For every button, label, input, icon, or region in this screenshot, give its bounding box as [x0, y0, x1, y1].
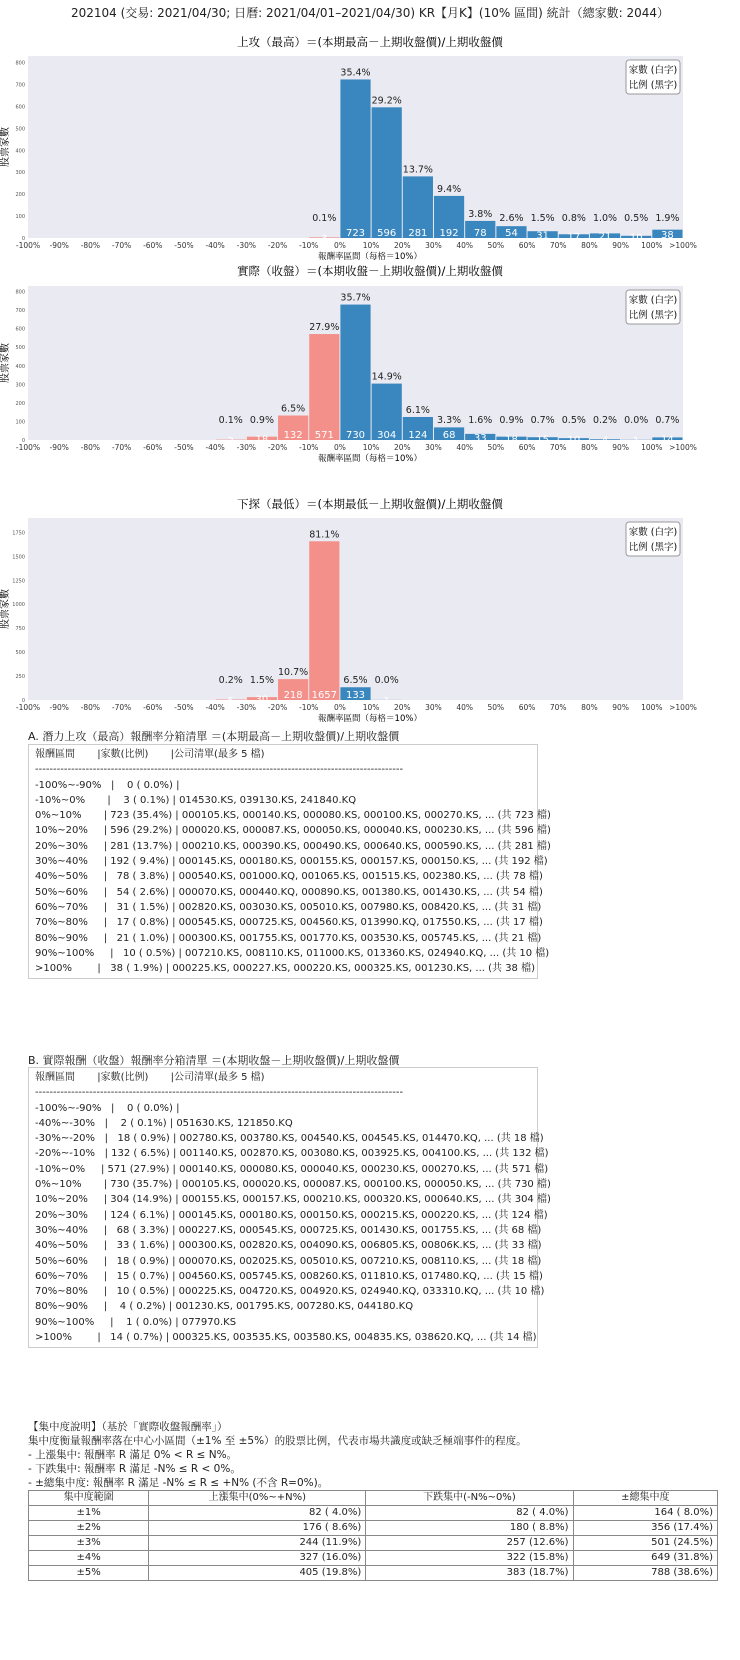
bar-pct-label: 1.5%: [249, 675, 274, 686]
x-tick-label: -30%: [236, 443, 257, 452]
concentration-section: [28, 1420, 718, 1581]
bar-pct-label: 10.7%: [278, 667, 309, 679]
histogram-charts: [0, 0, 740, 725]
bar-pct-label: 0.5%: [561, 415, 586, 426]
legend-item: 家數 (白字): [628, 295, 678, 306]
x-tick-label: 90%: [612, 703, 629, 712]
list-line: >100% | 38 ( 1.9%) | 000225.KS, 000227.KS, 000220.KS, 000325.KS, 001230.KS, ... (共 38 檔): [35, 963, 535, 975]
y-tick-label: 700: [15, 82, 25, 89]
list-line: -40%~-30% | 2 ( 0.1%) | 051630.KS, 121850.KQ: [35, 1117, 293, 1129]
table-cell: 244 (11.9%): [149, 1536, 366, 1551]
y-tick-label: 0: [21, 236, 25, 242]
list-line: 80%~90% | 21 ( 1.0%) | 000300.KS, 001755.KS, 001770.KS, 003530.KS, 005745.KS, ... (共 21 檔): [35, 932, 542, 944]
list-line: 20%~30% | 124 ( 6.1%) | 000145.KS, 000180.KS, 000150.KS, 000215.KS, 000220.KS, ... (共 124 檔): [35, 1209, 548, 1221]
y-tick-label: 500: [15, 345, 25, 352]
chart-title: 下探（最低）＝(本期最低－上期收盤價)/上期收盤價: [237, 497, 503, 511]
x-tick-label: >100%: [669, 241, 697, 250]
x-tick-label: -10%: [299, 443, 319, 452]
section-a-list: [28, 744, 551, 979]
table-row: [29, 1536, 718, 1551]
bar-pct-label: 14.9%: [371, 371, 402, 383]
x-tick-label: -90%: [49, 703, 69, 712]
y-tick-label: 500: [15, 650, 25, 657]
x-tick-label: 50%: [487, 241, 505, 250]
y-axis-label: 股票家數: [0, 343, 11, 383]
bar: [340, 79, 370, 238]
bar: [372, 107, 402, 238]
main-title: 202104 (交易: 2021/04/30; 日曆: 2021/04/01–2021/04/30) KR【月K】(10% 區間) 統計（總家數: 2044）: [70, 6, 669, 20]
bar-count-label: 1: [383, 695, 390, 707]
bar-count-label: 596: [377, 228, 397, 239]
bar-count-label: 3: [321, 233, 328, 245]
x-tick-label: -40%: [205, 443, 225, 452]
bar-count-label: 133: [345, 690, 366, 701]
bar-pct-label: 1.5%: [530, 213, 555, 224]
y-tick-label: 200: [15, 400, 25, 407]
legend-item: 家數 (白字): [628, 65, 678, 76]
bar-count-label: 38: [661, 229, 674, 241]
list-line: 30%~40% | 68 ( 3.3%) | 000227.KS, 000545.KS, 000725.KS, 001430.KS, 001755.KS, ... (共 68 檔): [35, 1224, 542, 1236]
y-tick-label: 400: [15, 363, 25, 370]
bar-count-label: 571: [314, 430, 334, 441]
list-line: ------------------------------------------------------------------------------------------------------: [35, 764, 404, 776]
table-cell: ±1%: [29, 1506, 149, 1521]
bar-count-label: 17: [567, 232, 581, 244]
bar-pct-label: 0.2%: [592, 415, 618, 426]
x-tick-label: -80%: [80, 443, 101, 452]
list-line: -100%~-90% | 0 ( 0.0%) |: [35, 779, 180, 791]
list-line: 10%~20% | 304 (14.9%) | 000155.KS, 000157.KS, 000210.KS, 000320.KS, 000640.KS, ... (共 304 檔): [35, 1194, 551, 1206]
bar-pct-label: 81.1%: [309, 529, 340, 541]
x-tick-label: -20%: [267, 443, 288, 452]
bar-pct-label: 0.8%: [561, 213, 586, 224]
x-tick-label: 0%: [333, 703, 346, 712]
bar-pct-label: 1.9%: [655, 213, 680, 224]
table-row: [29, 1521, 718, 1536]
chart-title: 上攻（最高）＝(本期最高－上期收盤價)/上期收盤價: [237, 35, 503, 49]
bar-count-label: 304: [377, 430, 397, 441]
y-tick-label: 600: [15, 104, 25, 111]
x-tick-label: -40%: [205, 241, 225, 250]
x-tick-label: -50%: [174, 443, 194, 452]
bar-pct-label: 2.6%: [499, 213, 524, 224]
x-tick-label: -20%: [267, 703, 288, 712]
y-tick-label: 400: [15, 148, 25, 155]
legend-item: 比例 (黑字): [628, 80, 678, 91]
legend: [626, 60, 680, 94]
table-cell: 180 ( 8.8%): [366, 1521, 573, 1536]
list-line: 10%~20% | 596 (29.2%) | 000020.KS, 000087.KS, 000050.KS, 000040.KS, 000230.KS, ... (共 596 檔): [35, 825, 551, 837]
concentration-note: - ±總集中度: 報酬率 R 滿足 -N% ≤ R ≤ +N% (不含 R=0%)。: [28, 1477, 329, 1489]
bar-pct-label: 0.1%: [218, 415, 243, 426]
bar-pct-label: 13.7%: [402, 164, 433, 176]
bar-pct-label: 3.8%: [468, 208, 493, 220]
x-tick-label: 10%: [362, 443, 380, 452]
x-tick-label: -60%: [143, 443, 163, 452]
x-tick-label: -10%: [299, 703, 319, 712]
bar-pct-label: 3.3%: [437, 415, 462, 426]
list-line: 50%~60% | 54 ( 2.6%) | 000070.KS, 000440.KQ, 000890.KS, 001380.KS, 001430.KS, ... (共 54 檔): [35, 886, 543, 898]
table-cell: 649 (31.8%): [573, 1551, 717, 1566]
x-tick-label: 0%: [333, 241, 346, 250]
x-tick-label: -70%: [111, 703, 132, 712]
bar-count-label: 730: [345, 430, 366, 441]
bar-pct-label: 35.4%: [340, 67, 371, 79]
bar-count-label: 1657: [311, 690, 338, 701]
section-b-list: [28, 1067, 551, 1348]
list-line: 報酬區間 |家數(比例) |公司清單(最多 5 檔): [35, 1072, 265, 1083]
y-tick-label: 100: [15, 214, 25, 221]
table-cell: 356 (17.4%): [573, 1521, 717, 1536]
bar-count-label: 10: [629, 232, 643, 244]
y-tick-label: 300: [15, 382, 25, 389]
section-a-title: A. 潛力上攻（最高）報酬率分箱清單 ＝(本期最高－上期收盤價)/上期收盤價: [28, 730, 400, 743]
x-tick-label: -100%: [15, 703, 41, 712]
bar-pct-label: 27.9%: [309, 322, 340, 334]
x-tick-label: -60%: [143, 703, 163, 712]
list-line: 60%~70% | 31 ( 1.5%) | 002820.KS, 003030.KS, 005010.KS, 007980.KS, 008420.KS, ... (共 31 檔): [35, 901, 542, 913]
table-cell: ±4%: [29, 1551, 149, 1566]
list-line: -10%~0% | 571 (27.9%) | 000140.KS, 000080.KS, 000040.KS, 000230.KS, 000270.KS, ... (共 571 檔): [35, 1163, 549, 1175]
concentration-note: - 下跌集中: 報酬率 R 滿足 -N% ≤ R < 0%。: [28, 1463, 241, 1475]
bar-pct-label: 0.9%: [499, 415, 524, 426]
x-tick-label: 80%: [581, 241, 598, 250]
table-cell: ±3%: [29, 1536, 149, 1551]
y-axis-label: 股票家數: [0, 127, 11, 167]
list-line: 40%~50% | 33 ( 1.6%) | 000300.KS, 002820.KS, 004090.KS, 006805.KS, 00806K.KS, ... (共 33 檔): [35, 1240, 542, 1252]
col-header: 上漲集中(0%~+N%): [149, 1491, 366, 1506]
bar: [309, 334, 339, 440]
list-line: 0%~10% | 730 (35.7%) | 000105.KS, 000020.KS, 000087.KS, 000100.KS, 000050.KS, ... (共 730 檔): [35, 1179, 551, 1191]
list-line: 90%~100% | 1 ( 0.0%) | 077970.KS: [35, 1316, 237, 1328]
x-tick-label: >100%: [669, 703, 697, 712]
bar-count-label: 281: [408, 228, 428, 239]
list-line: >100% | 14 ( 0.7%) | 000325.KS, 003535.KS, 003580.KS, 004835.KS, 038620.KQ, ... (共 14 檔): [35, 1332, 537, 1344]
x-tick-label: 20%: [393, 241, 411, 250]
x-tick-label: -100%: [15, 241, 41, 250]
concentration-desc: 集中度衡量報酬率落在中心小區間（±1% 至 ±5%）的股票比例，代表市場共識度或缺乏極端事件的程度。: [28, 1435, 527, 1447]
x-tick-label: 70%: [549, 703, 567, 712]
bar-count-label: 18: [255, 434, 269, 446]
table-cell: 257 (12.6%): [366, 1536, 573, 1551]
x-tick-label: -100%: [15, 443, 41, 452]
y-tick-label: 1750: [12, 530, 25, 537]
x-tick-label: -50%: [174, 241, 194, 250]
list-line: -20%~-10% | 132 ( 6.5%) | 001140.KS, 002870.KS, 003080.KS, 003925.KS, 004100.KS, ... (共 132 檔): [35, 1148, 549, 1160]
bar-pct-label: 35.7%: [340, 292, 371, 304]
table-row: [29, 1506, 718, 1521]
legend-item: 家數 (白字): [628, 527, 678, 538]
bar-pct-label: 6.1%: [405, 404, 430, 416]
legend: [626, 522, 680, 556]
x-tick-label: 30%: [425, 703, 442, 712]
col-header: 集中度範圍: [29, 1491, 149, 1506]
table-cell: 788 (38.6%): [573, 1566, 717, 1581]
x-tick-label: -70%: [111, 241, 132, 250]
bar-pct-label: 6.5%: [281, 403, 306, 415]
x-tick-label: 50%: [487, 443, 505, 452]
y-tick-label: 100: [15, 419, 25, 426]
x-tick-label: 90%: [612, 241, 629, 250]
list-line: 60%~70% | 15 ( 0.7%) | 004560.KS, 005745.KS, 008260.KS, 011810.KS, 017480.KQ, ... (共 15 檔): [35, 1270, 543, 1282]
x-tick-label: 70%: [549, 241, 567, 250]
bar-count-label: 78: [473, 228, 487, 239]
list-line: ------------------------------------------------------------------------------------------------------: [35, 1087, 404, 1099]
y-tick-label: 700: [15, 308, 25, 315]
bar: [309, 541, 339, 700]
table-cell: 164 ( 8.0%): [573, 1506, 717, 1521]
table-row: [29, 1551, 718, 1566]
x-tick-label: >100%: [669, 443, 697, 452]
x-tick-label: 100%: [641, 703, 663, 712]
bar-pct-label: 6.5%: [343, 675, 368, 686]
x-tick-label: 40%: [456, 703, 474, 712]
table-cell: 405 (19.8%): [149, 1566, 366, 1581]
y-tick-label: 750: [15, 626, 25, 633]
legend-item: 比例 (黑字): [628, 310, 678, 321]
chart-0: [0, 35, 697, 262]
section-b-title: B. 實際報酬（收盤）報酬率分箱清單 ＝(本期收盤－上期收盤價)/上期收盤價: [28, 1054, 400, 1067]
bar-pct-label: 29.2%: [371, 95, 402, 107]
chart-1: [0, 264, 697, 464]
x-tick-label: 40%: [456, 241, 474, 250]
x-tick-label: 60%: [518, 241, 536, 250]
x-tick-label: 80%: [581, 443, 598, 452]
bar-count-label: 4: [601, 435, 609, 447]
table-cell: 176 ( 8.6%): [149, 1521, 366, 1536]
x-tick-label: -90%: [49, 443, 69, 452]
x-tick-label: 40%: [456, 443, 474, 452]
bar-count-label: 18: [505, 434, 518, 446]
bar-pct-label: 0.5%: [624, 213, 649, 224]
bar-pct-label: 1.6%: [468, 415, 493, 426]
bar-pct-label: 9.4%: [437, 183, 462, 195]
bar-count-label: 10: [567, 435, 581, 447]
bar-pct-label: 0.0%: [374, 675, 399, 686]
chart-2: [0, 497, 697, 724]
x-tick-label: -80%: [80, 703, 101, 712]
y-tick-label: 1500: [12, 554, 25, 561]
table-cell: 82 ( 4.0%): [366, 1506, 573, 1521]
x-tick-label: 30%: [425, 241, 442, 250]
table-cell: 82 ( 4.0%): [149, 1506, 366, 1521]
x-tick-label: -90%: [49, 241, 69, 250]
x-tick-label: -40%: [205, 703, 225, 712]
y-tick-label: 800: [15, 289, 25, 296]
bar-count-label: 14: [661, 434, 674, 446]
x-tick-label: 30%: [425, 443, 442, 452]
y-tick-label: 300: [15, 170, 25, 177]
table-cell: ±5%: [29, 1566, 149, 1581]
x-axis-label: 報酬率區間（每格＝10%）: [318, 454, 422, 464]
y-tick-label: 250: [15, 674, 25, 681]
y-tick-label: 800: [15, 60, 25, 67]
chart-title: 實際（收盤）＝(本期收盤－上期收盤價)/上期收盤價: [237, 264, 503, 278]
concentration-note: - 上漲集中: 報酬率 R 滿足 0% < R ≤ N%。: [28, 1449, 238, 1461]
list-line: -30%~-20% | 18 ( 0.9%) | 002780.KS, 003780.KS, 004540.KS, 004545.KS, 014470.KQ, ... (共 18 檔): [35, 1133, 544, 1145]
x-tick-label: 100%: [641, 241, 663, 250]
x-tick-label: 80%: [581, 703, 598, 712]
table-cell: 501 (24.5%): [573, 1536, 717, 1551]
col-header: ±總集中度: [573, 1491, 717, 1506]
list-line: -10%~0% | 3 ( 0.1%) | 014530.KS, 039130.KS, 241840.KQ: [35, 794, 357, 806]
bar-pct-label: 0.2%: [218, 675, 243, 686]
bar-pct-label: 0.7%: [530, 415, 555, 426]
bar-count-label: 723: [345, 228, 366, 239]
bar-pct-label: 0.7%: [655, 415, 680, 426]
list-line: 70%~80% | 17 ( 0.8%) | 000545.KS, 000725.KS, 004560.KS, 013990.KQ, 017550.KS, ... (共 17 檔): [35, 917, 543, 929]
x-tick-label: -30%: [236, 241, 257, 250]
bar-pct-label: 1.0%: [592, 213, 618, 224]
bar-count-label: 68: [442, 430, 456, 441]
concentration-title: 【集中度說明】（基於「實際收盤報酬率」）: [28, 1421, 228, 1433]
x-tick-label: 90%: [612, 443, 629, 452]
table-row: [29, 1566, 718, 1581]
list-line: 40%~50% | 78 ( 3.8%) | 000540.KS, 001000.KQ, 001065.KS, 001515.KS, 002380.KS, ... (共 78 檔): [35, 871, 543, 883]
y-tick-label: 200: [15, 192, 25, 199]
x-tick-label: 20%: [393, 443, 411, 452]
bar-count-label: 5: [227, 695, 234, 707]
bar-count-label: 218: [283, 690, 303, 701]
y-tick-label: 600: [15, 326, 25, 333]
list-line: 報酬區間 |家數(比例) |公司清單(最多 5 檔): [35, 749, 265, 760]
x-tick-label: 10%: [362, 703, 380, 712]
plot-area: [28, 518, 683, 700]
x-tick-label: 20%: [393, 703, 411, 712]
bar-count-label: 1: [633, 435, 640, 447]
x-axis-label: 報酬率區間（每格＝10%）: [318, 252, 422, 262]
x-tick-label: -80%: [80, 241, 101, 250]
list-line: 50%~60% | 18 ( 0.9%) | 000070.KS, 002025.KS, 005010.KS, 007210.KS, 008110.KS, ... (共 18 檔): [35, 1255, 542, 1267]
x-tick-label: 60%: [518, 443, 536, 452]
table-cell: 322 (15.8%): [366, 1551, 573, 1566]
bar-count-label: 192: [439, 228, 459, 239]
y-tick-label: 1250: [12, 578, 25, 585]
x-tick-label: 50%: [487, 703, 505, 712]
x-tick-label: 10%: [362, 241, 380, 250]
list-line: 20%~30% | 281 (13.7%) | 000210.KS, 000390.KS, 000490.KS, 000640.KS, 000590.KS, ... (共 281 檔): [35, 840, 551, 852]
bar-count-label: 21: [598, 231, 612, 243]
x-tick-label: -20%: [267, 241, 288, 250]
legend-item: 比例 (黑字): [628, 542, 678, 553]
y-tick-label: 1000: [12, 602, 25, 609]
x-tick-label: -50%: [174, 703, 194, 712]
table-cell: ±2%: [29, 1521, 149, 1536]
x-tick-label: 100%: [641, 443, 663, 452]
bar-count-label: 31: [536, 230, 550, 242]
list-line: -100%~-90% | 0 ( 0.0%) |: [35, 1102, 180, 1114]
x-tick-label: 70%: [549, 443, 567, 452]
list-line: 70%~80% | 10 ( 0.5%) | 000225.KS, 004720.KS, 004920.KS, 024940.KQ, 033310.KQ, ... (共 10 檔): [35, 1286, 545, 1298]
bar-count-label: 15: [536, 434, 550, 446]
y-tick-label: 0: [21, 698, 25, 704]
table-cell: 327 (16.0%): [149, 1551, 366, 1566]
bar-pct-label: 0.0%: [624, 415, 649, 426]
bar-count-label: 33: [473, 432, 487, 444]
list-line: 30%~40% | 192 ( 9.4%) | 000145.KS, 000180.KS, 000155.KS, 000157.KS, 000150.KS, ... (共 192 檔): [35, 856, 548, 868]
col-header: 下跌集中(-N%~0%): [366, 1491, 573, 1506]
bar-count-label: 2: [227, 435, 234, 447]
x-tick-label: -10%: [299, 241, 319, 250]
bar-count-label: 30: [255, 694, 269, 706]
table-cell: 383 (18.7%): [366, 1566, 573, 1581]
bar-count-label: 54: [505, 228, 518, 240]
x-tick-label: -70%: [111, 443, 132, 452]
concentration-table: [28, 1490, 718, 1581]
bar-count-label: 124: [408, 430, 428, 441]
x-tick-label: 0%: [333, 443, 346, 452]
bar: [340, 305, 370, 440]
x-tick-label: 60%: [518, 703, 536, 712]
legend: [626, 290, 680, 324]
list-line: 0%~10% | 723 (35.4%) | 000105.KS, 000140.KS, 000080.KS, 000100.KS, 000270.KS, ... (共 723 檔): [35, 810, 551, 822]
y-tick-label: 500: [15, 126, 25, 133]
y-axis-label: 股票家數: [0, 589, 11, 629]
bar-count-label: 132: [283, 430, 303, 441]
list-line: 80%~90% | 4 ( 0.2%) | 001230.KS, 001795.KS, 007280.KS, 044180.KQ: [35, 1301, 414, 1313]
x-tick-label: -60%: [143, 241, 163, 250]
bar-pct-label: 0.9%: [249, 415, 274, 426]
x-axis-label: 報酬率區間（每格＝10%）: [318, 714, 422, 724]
x-tick-label: -30%: [236, 703, 257, 712]
list-line: 90%~100% | 10 ( 0.5%) | 007210.KS, 008110.KS, 011000.KS, 013360.KS, 024940.KQ, ... (共 10 檔): [35, 947, 550, 959]
bar-pct-label: 0.1%: [312, 213, 337, 224]
y-tick-label: 0: [21, 438, 25, 444]
